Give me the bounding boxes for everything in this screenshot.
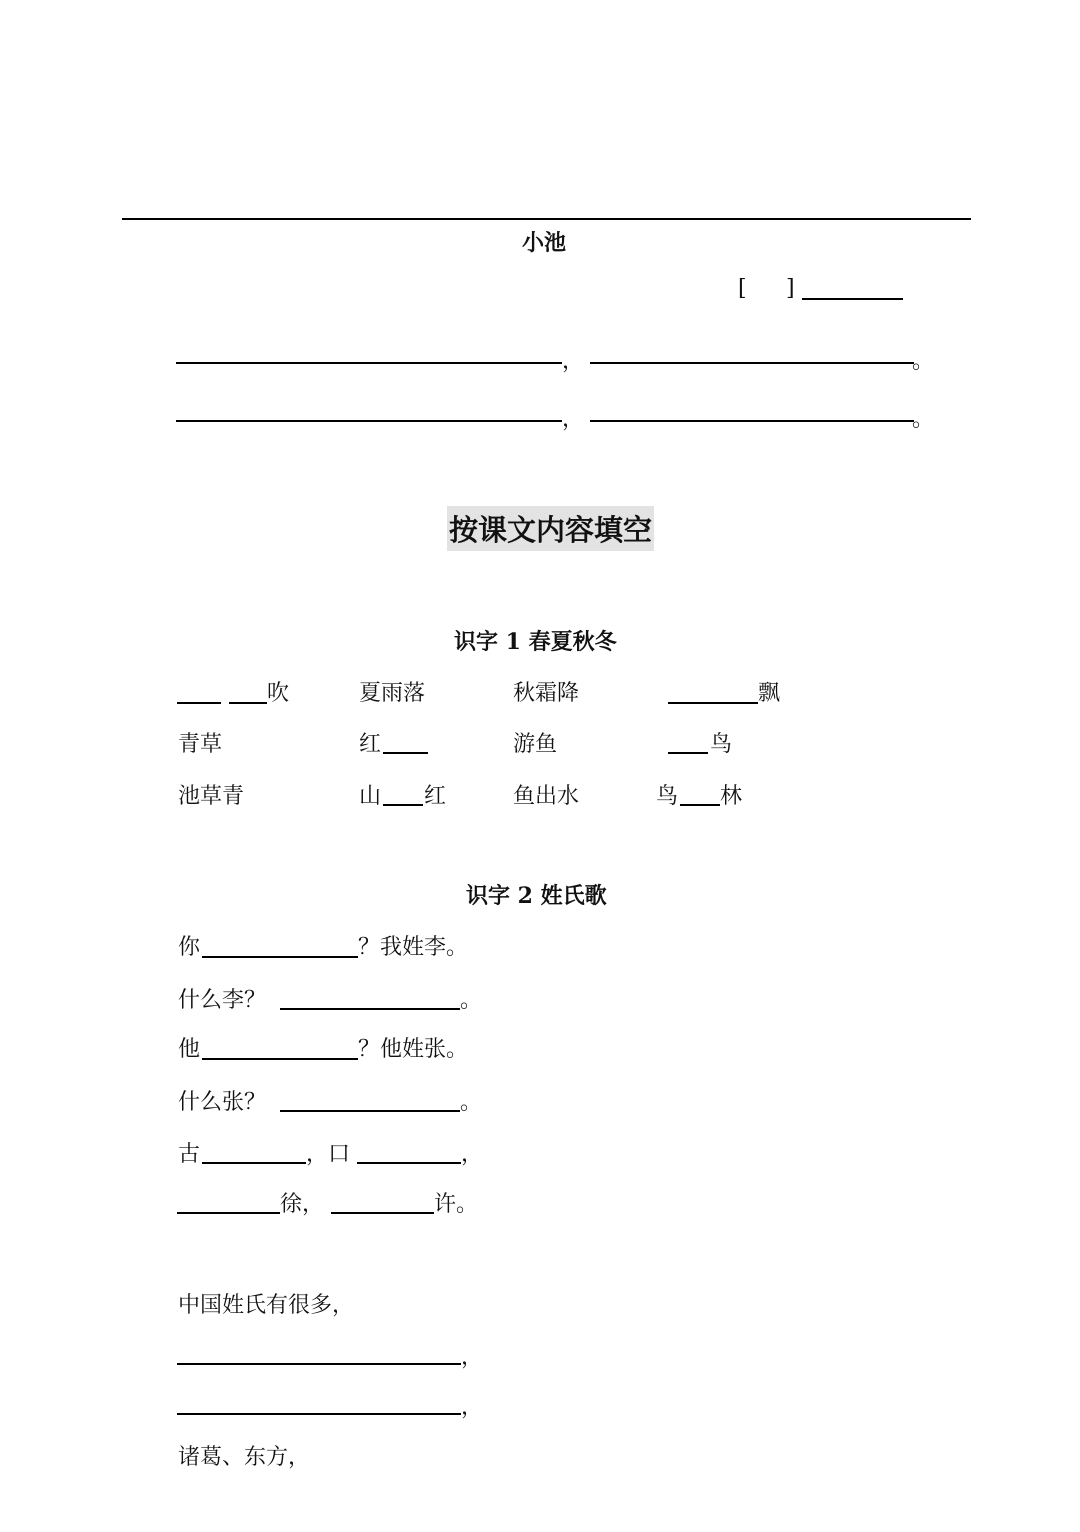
l2-line3-b: ？他姓张。 (358, 1037, 469, 1062)
l1-r2-blank-b[interactable] (668, 752, 708, 754)
l1-r3c4b: 林 (720, 784, 743, 809)
l1-r1-blank-a[interactable] (177, 702, 221, 704)
l2-line10: 诸葛、东方， (178, 1445, 311, 1470)
l2-line2-a: 什么李？ (178, 988, 267, 1013)
l1-r2c2: 红 (359, 732, 382, 757)
l2-line5-a: 古 (178, 1142, 201, 1167)
l2-line9: ， (461, 1395, 484, 1420)
l1-r3c2b: 红 (424, 784, 447, 809)
poem-comma-2: ， (562, 407, 585, 432)
l2-line1-blank[interactable] (202, 956, 358, 958)
l1-r3-blank-b[interactable] (680, 804, 720, 806)
l2-line5-b: ，口 (306, 1142, 351, 1167)
l1-r3c4a: 鸟 (656, 784, 679, 809)
l2-line6-a: 徐， (280, 1192, 325, 1217)
author-blank[interactable] (802, 298, 903, 300)
l2-line3-a: 他 (178, 1037, 201, 1062)
poem-line-2a-blank[interactable] (176, 420, 562, 422)
poem-period-2: 。 (912, 407, 935, 432)
l1-r2c3: 游鱼 (513, 732, 558, 757)
header-rule (122, 218, 971, 220)
l1-r1c2: 夏雨落 (359, 681, 426, 706)
l2-line4-blank[interactable] (280, 1110, 460, 1112)
l2-line8-blank[interactable] (177, 1363, 461, 1365)
poem-line-2b-blank[interactable] (590, 420, 914, 422)
l2-line6-b: 许。 (434, 1192, 479, 1217)
l1-r3c3: 鱼出水 (513, 784, 580, 809)
l1-r3c1: 池草青 (178, 784, 245, 809)
l2-line1-b: ？我姓李。 (358, 935, 469, 960)
l1-r2c4: 鸟 (710, 732, 733, 757)
l2-line5-blank-b[interactable] (357, 1162, 461, 1164)
l1-r1-blank-c[interactable] (668, 702, 758, 704)
l1-r1-blank-b[interactable] (229, 702, 267, 704)
l2-line6-blank-b[interactable] (331, 1212, 434, 1214)
l1-r1c4: 飘 (758, 681, 781, 706)
l2-line4-b: 。 (460, 1090, 483, 1115)
poem-line-1b-blank[interactable] (590, 362, 914, 364)
l1-r3c2a: 山 (359, 784, 382, 809)
poem-comma-1: ， (562, 349, 585, 374)
poem-period-1: 。 (912, 349, 935, 374)
l2-line5-blank-a[interactable] (202, 1162, 306, 1164)
dynasty-bracket-close: ] (786, 276, 795, 301)
l1-r3-blank-a[interactable] (383, 804, 423, 806)
poem-line-1a-blank[interactable] (176, 362, 562, 364)
l2-line1-a: 你 (178, 935, 201, 960)
l2-line2-b: 。 (460, 988, 483, 1013)
dynasty-bracket-open: [ (738, 276, 747, 301)
lesson1-title: 识字 1 春夏秋冬 (454, 629, 617, 655)
poem-title: 小池 (522, 230, 567, 256)
l2-line5-c: ， (461, 1142, 484, 1167)
lesson2-title: 识字 2 姓氏歌 (466, 883, 607, 909)
l2-line4-a: 什么张？ (178, 1090, 267, 1115)
l2-line6-blank-a[interactable] (177, 1212, 280, 1214)
l2-line8: ， (461, 1345, 484, 1370)
l1-r1c3: 秋霜降 (513, 681, 580, 706)
l2-line3-blank[interactable] (202, 1058, 358, 1060)
l1-r2c1: 青草 (178, 732, 223, 757)
l2-line9-blank[interactable] (177, 1413, 461, 1415)
section-heading: 按课文内容填空 (447, 506, 654, 551)
l1-r2-blank-a[interactable] (383, 752, 428, 754)
l1-r1c1: 吹 (267, 681, 290, 706)
l2-line2-blank[interactable] (280, 1008, 460, 1010)
l2-line7: 中国姓氏有很多， (178, 1293, 355, 1318)
